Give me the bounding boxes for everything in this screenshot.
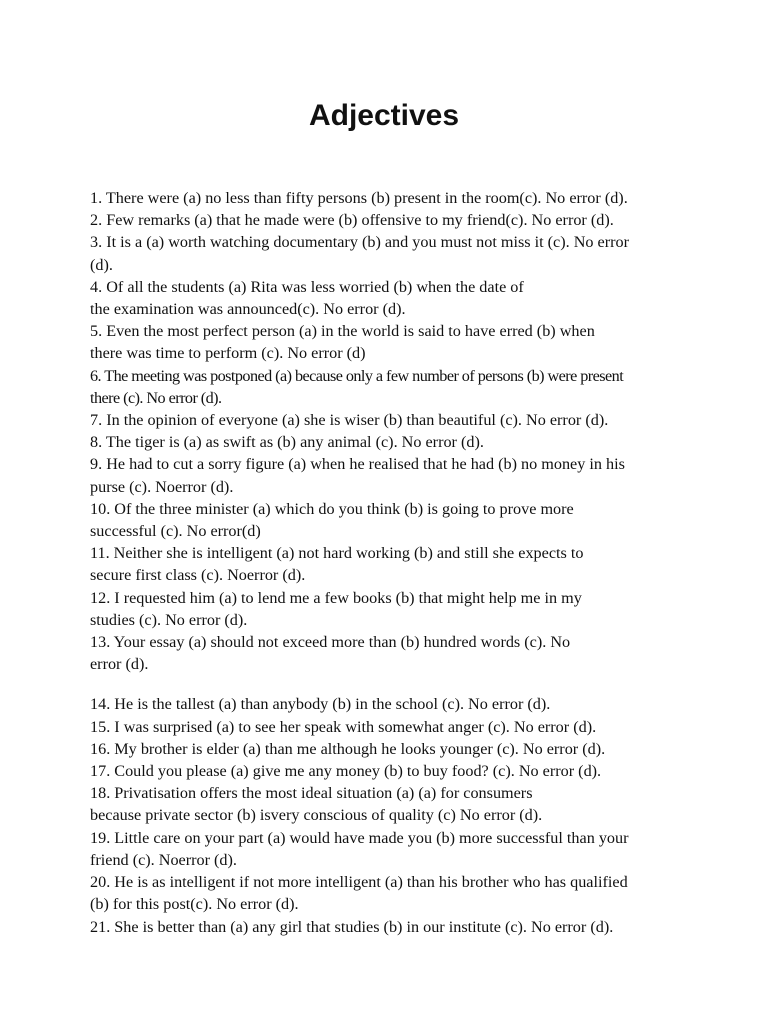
question-line: 5. Even the most perfect person (a) in the world is said to have erred (b) when bbox=[90, 322, 595, 341]
question-item bbox=[90, 498, 690, 542]
question-line: 15. I was surprised (a) to see her speak with somewhat anger (c). No error (d). bbox=[90, 717, 597, 736]
paragraph-gap bbox=[90, 675, 690, 693]
question-line: (d). bbox=[90, 255, 113, 274]
question-line: 1. There were (a) no less than fifty persons (b) present in the room(c). No error (d). bbox=[90, 189, 628, 207]
question-item bbox=[90, 276, 690, 320]
question-item bbox=[90, 431, 690, 453]
question-line: 21. She is better than (a) any girl that studies (b) in our institute (c). No error (d). bbox=[90, 917, 614, 936]
question-item bbox=[90, 693, 690, 715]
question-line: there was time to perform (c). No error (d) bbox=[90, 344, 366, 363]
question-line: studies (c). No error (d). bbox=[90, 610, 248, 629]
question-line: purse (c). Noerror (d). bbox=[90, 477, 234, 496]
question-line: 12. I requested him (a) to lend me a few books (b) that might help me in my bbox=[90, 588, 582, 607]
question-line: successful (c). No error(d) bbox=[90, 522, 261, 541]
question-line: 4. Of all the students (a) Rita was less worried (b) when the date of bbox=[90, 277, 524, 296]
question-line: error (d). bbox=[90, 655, 149, 674]
question-line: secure first class (c). Noerror (d). bbox=[90, 566, 306, 585]
question-line: 11. Neither she is intelligent (a) not hard working (b) and still she expects to bbox=[90, 544, 584, 563]
question-item bbox=[90, 453, 690, 497]
question-item bbox=[90, 716, 690, 738]
question-line: 14. He is the tallest (a) than anybody (b) in the school (c). No error (d). bbox=[90, 695, 551, 714]
question-item bbox=[90, 760, 690, 782]
question-item bbox=[90, 782, 690, 826]
question-item bbox=[90, 871, 690, 915]
question-item bbox=[90, 409, 690, 431]
question-line: 3. It is a (a) worth watching documentary (b) and you must not miss it (c). No error bbox=[90, 233, 630, 252]
question-line: 8. The tiger is (a) as swift as (b) any animal (c). No error (d). bbox=[90, 433, 484, 452]
question-line: 9. He had to cut a sorry figure (a) when he realised that he had (b) no money in his bbox=[90, 455, 625, 474]
question-list bbox=[90, 187, 690, 938]
question-item bbox=[90, 542, 690, 586]
question-line: the examination was announced(c). No error (d). bbox=[90, 300, 406, 319]
question-line: 7. In the opinion of everyone (a) she is wiser (b) than beautiful (c). No error (d). bbox=[90, 411, 609, 430]
question-line: 19. Little care on your part (a) would have made you (b) more successful than your bbox=[90, 828, 629, 847]
question-line: 10. Of the three minister (a) which do you think (b) is going to prove more bbox=[90, 499, 574, 518]
question-line: 6. The meeting was postponed (a) because only a few number of persons (b) were present bbox=[90, 366, 624, 385]
page-title: Adjectives bbox=[308, 99, 460, 132]
question-line: 13. Your essay (a) should not exceed more than (b) hundred words (c). No bbox=[90, 633, 571, 652]
question-item bbox=[90, 827, 690, 871]
question-item bbox=[90, 187, 690, 209]
question-line: 18. Privatisation offers the most ideal situation (a) (a) for consumers bbox=[90, 784, 533, 803]
question-line: 2. Few remarks (a) that he made were (b) offensive to my friend(c). No error (d). bbox=[90, 211, 614, 230]
question-item bbox=[90, 365, 690, 409]
question-line: there (c). No error (d). bbox=[90, 388, 222, 407]
question-line: friend (c). Noerror (d). bbox=[90, 850, 237, 869]
question-line: (b) for this post(c). No error (d). bbox=[90, 895, 299, 914]
question-line: 17. Could you please (a) give me any money (b) to buy food? (c). No error (d). bbox=[90, 762, 602, 781]
question-item bbox=[90, 209, 690, 231]
question-line: 16. My brother is elder (a) than me although he looks younger (c). No error (d). bbox=[90, 739, 606, 758]
question-item bbox=[90, 916, 690, 938]
question-item bbox=[90, 631, 690, 675]
question-item bbox=[90, 231, 690, 275]
question-line: because private sector (b) isvery conscious of quality (c) No error (d). bbox=[90, 806, 543, 825]
question-line: 20. He is as intelligent if not more intelligent (a) than his brother who has qualified bbox=[90, 873, 628, 892]
question-item bbox=[90, 738, 690, 760]
question-item bbox=[90, 320, 690, 364]
question-item bbox=[90, 587, 690, 631]
